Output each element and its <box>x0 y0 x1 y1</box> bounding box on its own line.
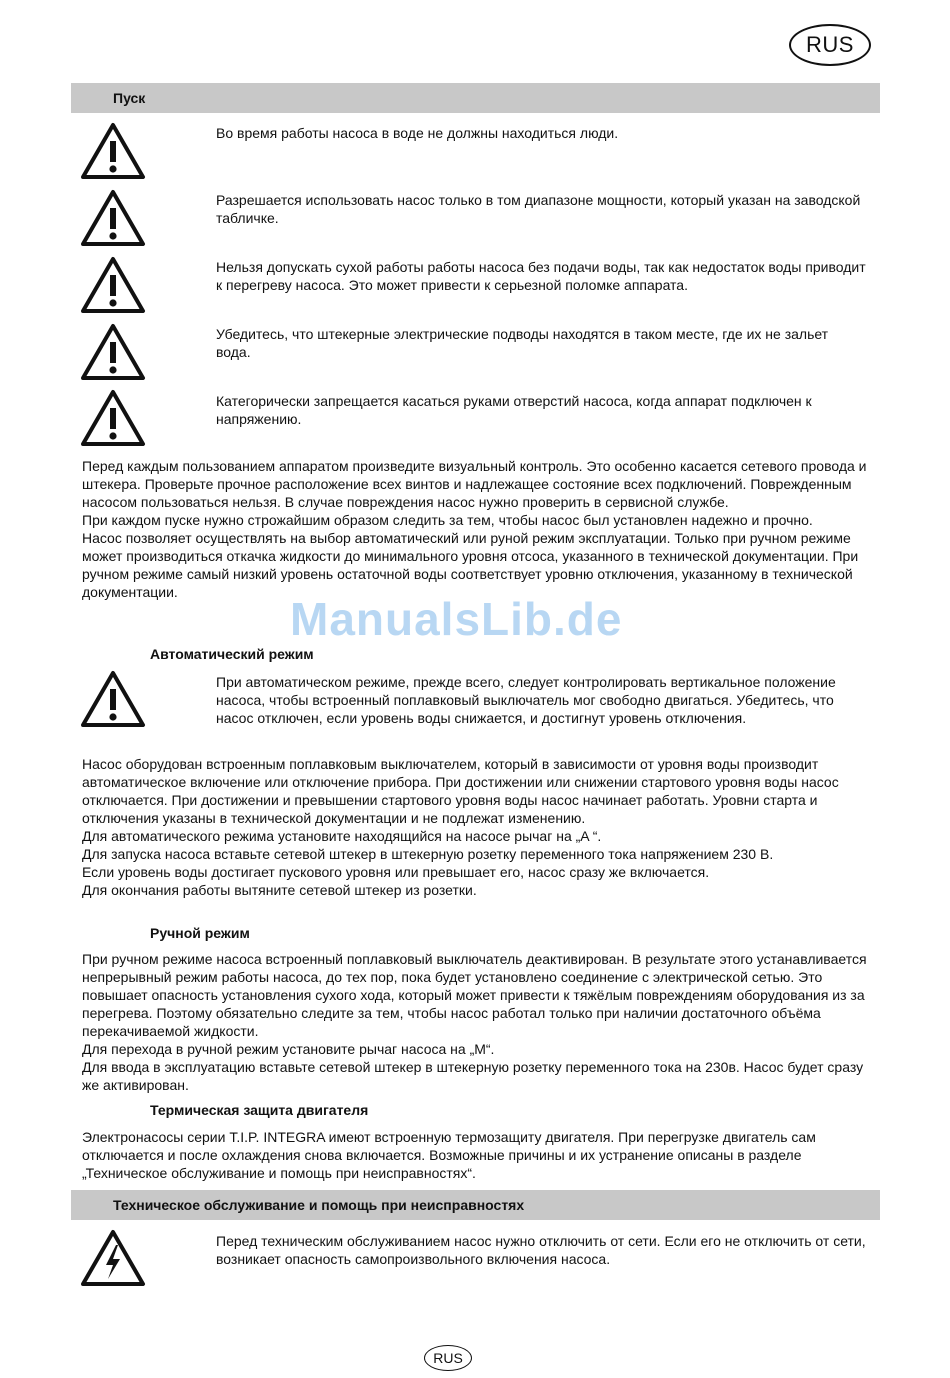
warning-text-5: Категорически запрещается касаться руками отверстий насоса, когда аппарат подключен к напряжению. <box>216 393 812 427</box>
warning-text-1: Во время работы насоса в воде не должны находиться люди. <box>216 125 619 141</box>
section-header-maintenance: Техническое обслуживание и помощь при неисправностях <box>71 1190 880 1220</box>
warning-text-3: Нельзя допускать сухой работы работы насоса без подачи воды, так как недостаток воды приводит к перегреву насоса. Это может привести к серьезной поломке аппарата. <box>216 259 866 293</box>
warning-triangle-icon <box>80 256 146 314</box>
subheading-manual-mode: Ручной режим <box>150 925 250 941</box>
warning-text-4: Убедитесь, что штекерные электрические подводы находятся в таком месте, где их не зальет вода. <box>216 326 829 360</box>
subheading-auto-mode: Автоматический режим <box>150 646 314 662</box>
auto-mode-paragraph: Насос оборудован встроенным поплавковым выключателем, который в зависимости от уровня воды производит автоматическое включение или отключение прибора. При достижении или снижении стартового уровня воды насос отключается. При достижении и превышении стартового уровня воды насос начинает работать. Уровни старта и отключения указаны в технической документации и не подлежат изменению. Для автоматического режима установите находящийся на насосе рычаг на „A “. Для запуска насоса вставьте сетевой штекер в штекерную розетку переменного тока напряжением 230 В. Если уровень воды достигает пускового уровня или превышает его, насос сразу же включается. Для окончания работы вытяните сетевой штекер из розетки. <box>82 756 839 898</box>
warning-triangle-icon <box>80 122 146 180</box>
thermal-paragraph: Электронасосы серии T.I.P. INTEGRA имеют встроенную термозащиту двигателя. При перегрузке двигатель сам отключается и после охлаждения снова включается. Возможные причины и их устранение описаны в разделе „Техническое обслуживание и помощь при неисправностях“. <box>82 1129 816 1181</box>
start-paragraph: Перед каждым пользованием аппаратом произведите визуальный контроль. Это особенно касается сетевого провода и штекера. Проверьте прочное расположение всех винтов и надлежащее состояние всех подключений. Поврежденным насосом пользоваться нельзя. В случае повреждения насос нужно проверить в сервисной службе. При каждом пуске нужно строжайшим образом следить за тем, чтобы насос был установлен надежно и прочно. Насос позволяет осуществлять на выбор автоматический или руной режим эксплуатации. Только при ручном режиме может производиться откачка жидкости до минимального уровня отсоса, указанного в технической документации. При ручном режиме самый низкий уровень остаточной воды соответствует уровню отключения, указанному в технической документации. <box>82 458 867 600</box>
maintenance-warning: Перед техническим обслуживанием насос нужно отключить от сети. Если его не отключить от сети, возникает опасность самопроизвольного включения насоса. <box>216 1233 866 1267</box>
page-footer-language-badge: RUS <box>424 1345 472 1371</box>
warning-triangle-icon <box>80 189 146 247</box>
warning-triangle-icon <box>80 323 146 381</box>
subheading-thermal-protection: Термическая защита двигателя <box>150 1102 369 1118</box>
watermark: ManualsLib.de <box>290 593 623 645</box>
warning-text-2: Разрешается использовать насос только в том диапазоне мощности, который указан на заводской табличке. <box>216 192 861 226</box>
language-badge: RUS <box>789 24 871 66</box>
warning-triangle-icon <box>80 670 146 728</box>
auto-mode-warning: При автоматическом режиме, прежде всего, следует контролировать вертикальное положение насоса, чтобы встроенный поплавковый выключатель мог свободно двигаться. Убедитесь, что насос отключен, если уровень воды снижается, и достигнут уровень отключения. <box>216 674 836 726</box>
manual-mode-paragraph: При ручном режиме насоса встроенный поплавковый выключатель деактивирован. В результате этого устанавливается непрерывный режим работы насоса, до тех пор, пока будет установлено соединение с электрической сетью. Это повышает опасность установления сухого хода, который может привести к тяжёлым повреждениям оборудования из за перегрева. Поэтому обязательно следите за тем, чтобы насос работал только при наличии достаточного объёма перекачиваемой жидкости. Для перехода в ручной режим установите рычаг насоса на „M“. Для ввода в эксплуатацию вставьте сетевой штекер в штекерную розетку переменного тока на 230в. Насос будет сразу же активирован. <box>82 951 867 1093</box>
section-header-start: Пуск <box>71 83 880 113</box>
high-voltage-icon <box>80 1229 146 1287</box>
warning-triangle-icon <box>80 389 146 447</box>
